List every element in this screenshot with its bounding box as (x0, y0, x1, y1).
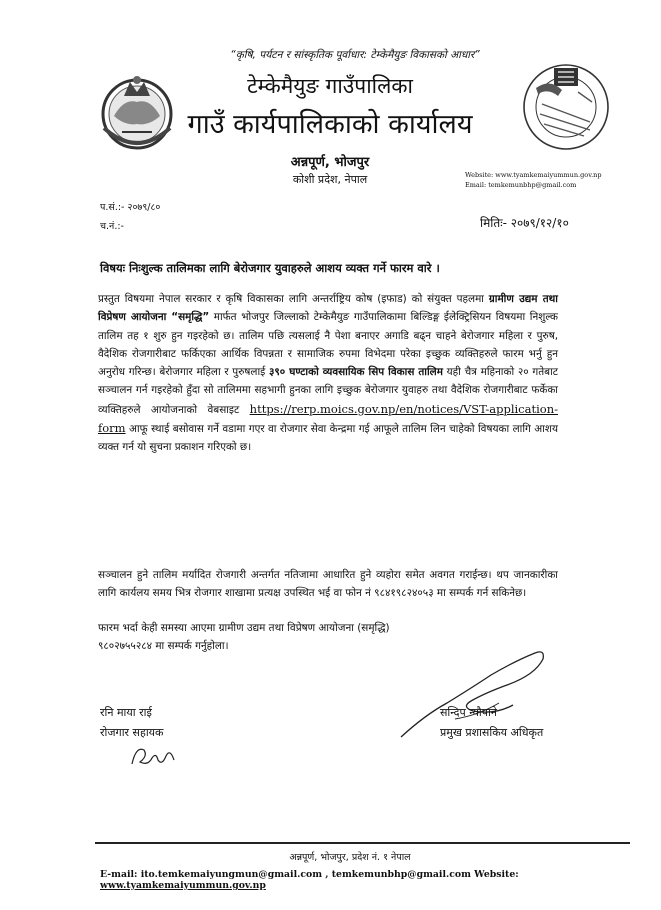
header-contact (465, 170, 602, 190)
office-name: गाउँ कार्यपालिकाको कार्यालय (187, 109, 473, 140)
subject-line: विषयः निःशुल्क तालिमका लागि बेरोजगार युवाहरुले आशय व्यक्त गर्ने फारम वारे । (100, 261, 440, 275)
organization-name: टेम्केमैयुङ गाउँपालिका (247, 74, 413, 98)
signatory-left-title: रोजगार सहायक (100, 726, 164, 739)
body-text: आफू स्थाई बसोवास गर्ने वडामा गएर वा रोजगार सेवा केन्द्रमा गई आफूले तालिम लिन चाहेको विषयका लागि आशय व्यक्त गर्न यो सुचना प्रकाशन गरिएको छ। (98, 423, 558, 454)
footer-website[interactable]: www.tyamkemaiyummun.gov.np (100, 880, 266, 891)
signatory-left-name: रनि माया राई (100, 706, 152, 719)
letterhead-tagline: “कृषि, पर्यटन र सांस्कृतिक पूर्वाधार: टेम्केमैयुङ विकासको आधार” (230, 49, 480, 61)
header-website[interactable]: Website: www.tyamkemaiyummun.gov.np (465, 171, 602, 179)
body-text: यही चैत्र महिनाको २० गतेबाट सञ्चालन गर्न गइरहेको हुँदा सो तालिममा सहभागी हुनका लागि इच्छुक बेरोजगार युवाहरु तथा वैदेशिक रोजगारीबाट फर्केका व्यक्तिहरुले आयोजनाको वेबसाइट (98, 366, 558, 416)
letter-number: प.सं.:- २०७९/८० (100, 202, 161, 213)
footer-address: अन्नपूर्ण, भोजपुर, प्रदेश नं. १ नेपाल (289, 852, 411, 863)
footer-website-label: Website: (470, 869, 519, 880)
project-name: ग्रामीण उद्यम तथा विप्रेषण आयोजना “समृद्धि” (98, 293, 558, 324)
office-seal-icon (520, 62, 612, 152)
body-text: मार्फत भोजपुर जिल्लाको टेम्केमैयुङ गाउँपालिकामा बिल्डिङ्ग ईलेक्ट्रिसियन विषयमा निशुल्क तालिम तह १ शुरु हुन गइरहेको छ। तालिम पछि त्यसलाई नै पेशा बनाएर अगाडि बढ्न चाहने बेरोजगार महिला र पुरुष, वैदेशिक रोजगारीबाट फर्किएका आर्थिक विपन्नता र सामाजिक रुपमा विभेदमा परेका इच्छुक व्यक्तिहरुले फारम भर्नु हुन अनुरोध गरिन्छ। बेरोजगार महिला र पुरुषलाई (98, 311, 559, 379)
application-form-link[interactable]: https://rerp.moics.gov.np/en/notices/VST-application-form (98, 401, 558, 436)
signatory-left (100, 703, 164, 743)
signatory-right-name: सन्दिप न्यौपाने (440, 706, 497, 719)
training-duration: ३९० घण्टाको व्यवसायिक सिप विकास तालिम (268, 366, 443, 379)
signatory-right (440, 703, 543, 743)
contact-note: फारम भर्दा केही समस्या आएमा ग्रामीण उद्यम तथा विप्रेषण आयोजना (समृद्धि) (98, 622, 390, 634)
body-paragraph-2: सञ्चालन हुने तालिम मर्यादित रोजगारी अन्तर्गत नतिजामा आधारित हुने व्यहोरा समेत अवगत गराईन्छ। थप जानकारीका लागि कार्यलय समय भित्र रोजगार शाखामा प्रत्यक्ष उपस्थित भई वा फोन नं ९८४१९८२४०५३ मा सम्पर्क गर्न सकिनेछ। (98, 569, 558, 600)
signature-left-icon (126, 738, 180, 774)
letter-date: मितिः- २०७९/१२/१० (480, 216, 569, 230)
address-line-2: कोशी प्रदेश, नेपाल (292, 173, 368, 186)
contact-phone: ९८०२७५५२८४ मा सम्पर्क गर्नुहोला। (98, 640, 229, 653)
address-line-1: अन्नपूर्ण, भोजपुर (290, 155, 370, 170)
footer-email-label: E-mail: (100, 869, 141, 880)
footer-divider (95, 842, 630, 844)
footer-email[interactable]: ito.temkemaiyungmun@gmail.com , temkemunbhp@gmail.com (140, 869, 471, 880)
body-text: प्रस्तुत विषयमा नेपाल सरकार र कृषि विकासका लागि अन्तर्राष्ट्रिय कोष (इफाड) को संयुक्त पहलमा (98, 293, 489, 305)
dispatch-number: च.नं.:- (100, 221, 124, 232)
signatory-right-title: प्रमुख प्रशासकिय अधिकृत (440, 726, 544, 739)
footer-contact (100, 869, 635, 891)
body-paragraph-1 (98, 290, 558, 457)
header-email[interactable]: Email: temkemunbhp@gmail.com (465, 181, 577, 189)
